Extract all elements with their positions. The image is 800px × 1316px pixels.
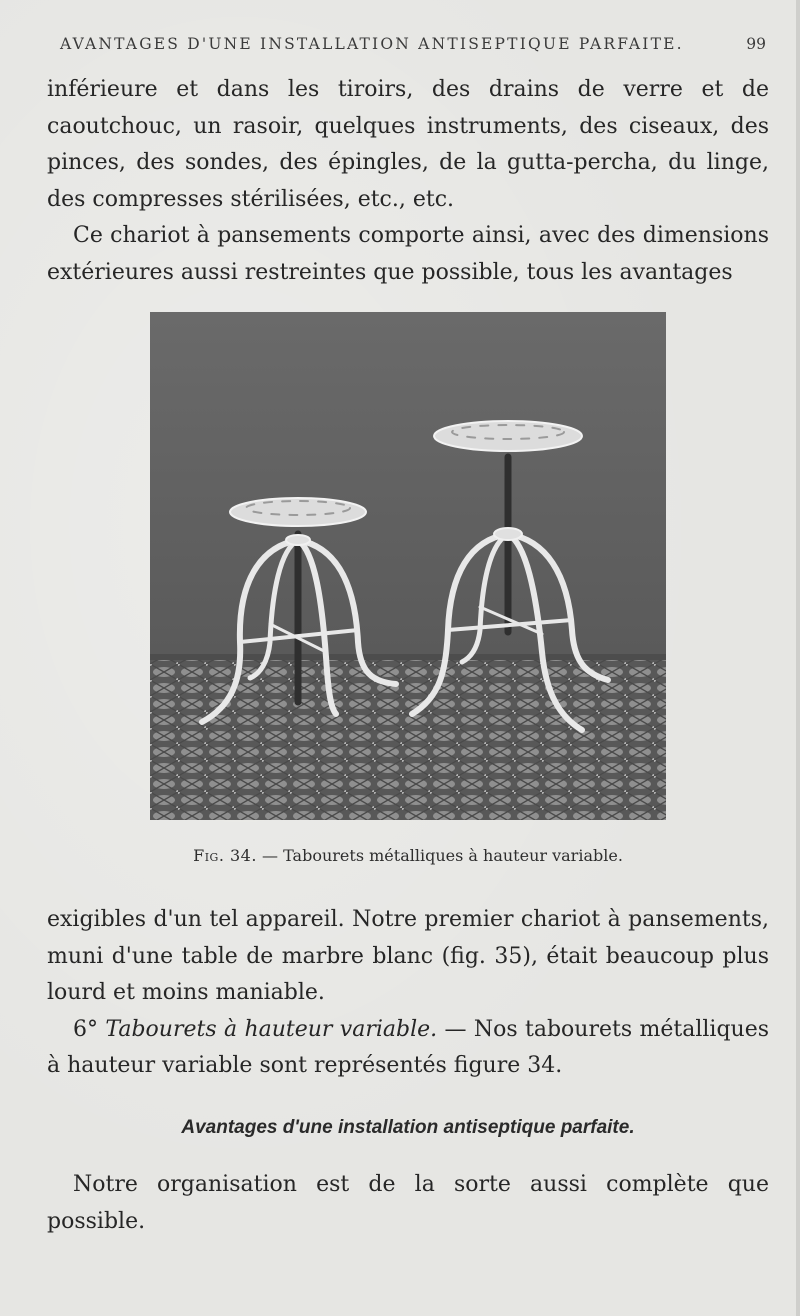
paragraph-continued: inférieure et dans les tiroirs, des drains de verre et de caoutchouc, un rasoir, quelques instruments, des ciseaux, des pinces, des sondes, des épingles, de la gutta-percha, du linge, des compresses stérilisées, etc., etc. bbox=[47, 77, 769, 212]
page-number: 99 bbox=[746, 35, 766, 53]
paragraph-chariot: Ce chariot à pansements comporte ainsi, avec des dimensions extérieures aussi restreintes que possible, tous les avantages bbox=[47, 223, 769, 285]
item-number: 6° bbox=[73, 1016, 98, 1042]
figure-label: Fig. 34. bbox=[193, 846, 257, 865]
section-heading: Avantages d'une installation antiseptique parfaite. bbox=[181, 1117, 635, 1138]
running-head-title: AVANTAGES D'UNE INSTALLATION ANTISEPTIQUE PARFAITE. bbox=[60, 35, 684, 53]
paragraph-exigibles: exigibles d'un tel appareil. Notre premier chariot à pansements, muni d'une table de marbre blanc (fig. 35), était beaucoup plus lourd et moins maniable. bbox=[47, 907, 769, 1005]
item-text: — Nos tabourets métalliques à hauteur variable sont représentés figure 34. bbox=[47, 1016, 770, 1078]
bottom-text-block bbox=[47, 1167, 769, 1240]
middle-text-block bbox=[47, 902, 769, 1085]
page-edge bbox=[796, 0, 800, 1316]
caption-text: Tabourets métalliques à hauteur variable. bbox=[283, 846, 623, 865]
caption-dash: — bbox=[256, 846, 284, 865]
item-six-paragraph bbox=[47, 1012, 769, 1085]
running-head bbox=[60, 35, 770, 59]
top-text-block bbox=[47, 72, 769, 291]
paragraph-organisation: Notre organisation est de la sorte aussi complète que possible. bbox=[47, 1172, 769, 1234]
item-title: Tabourets à hauteur variable. bbox=[105, 1016, 438, 1042]
figure-caption bbox=[47, 846, 769, 865]
stools-photograph bbox=[150, 312, 666, 820]
